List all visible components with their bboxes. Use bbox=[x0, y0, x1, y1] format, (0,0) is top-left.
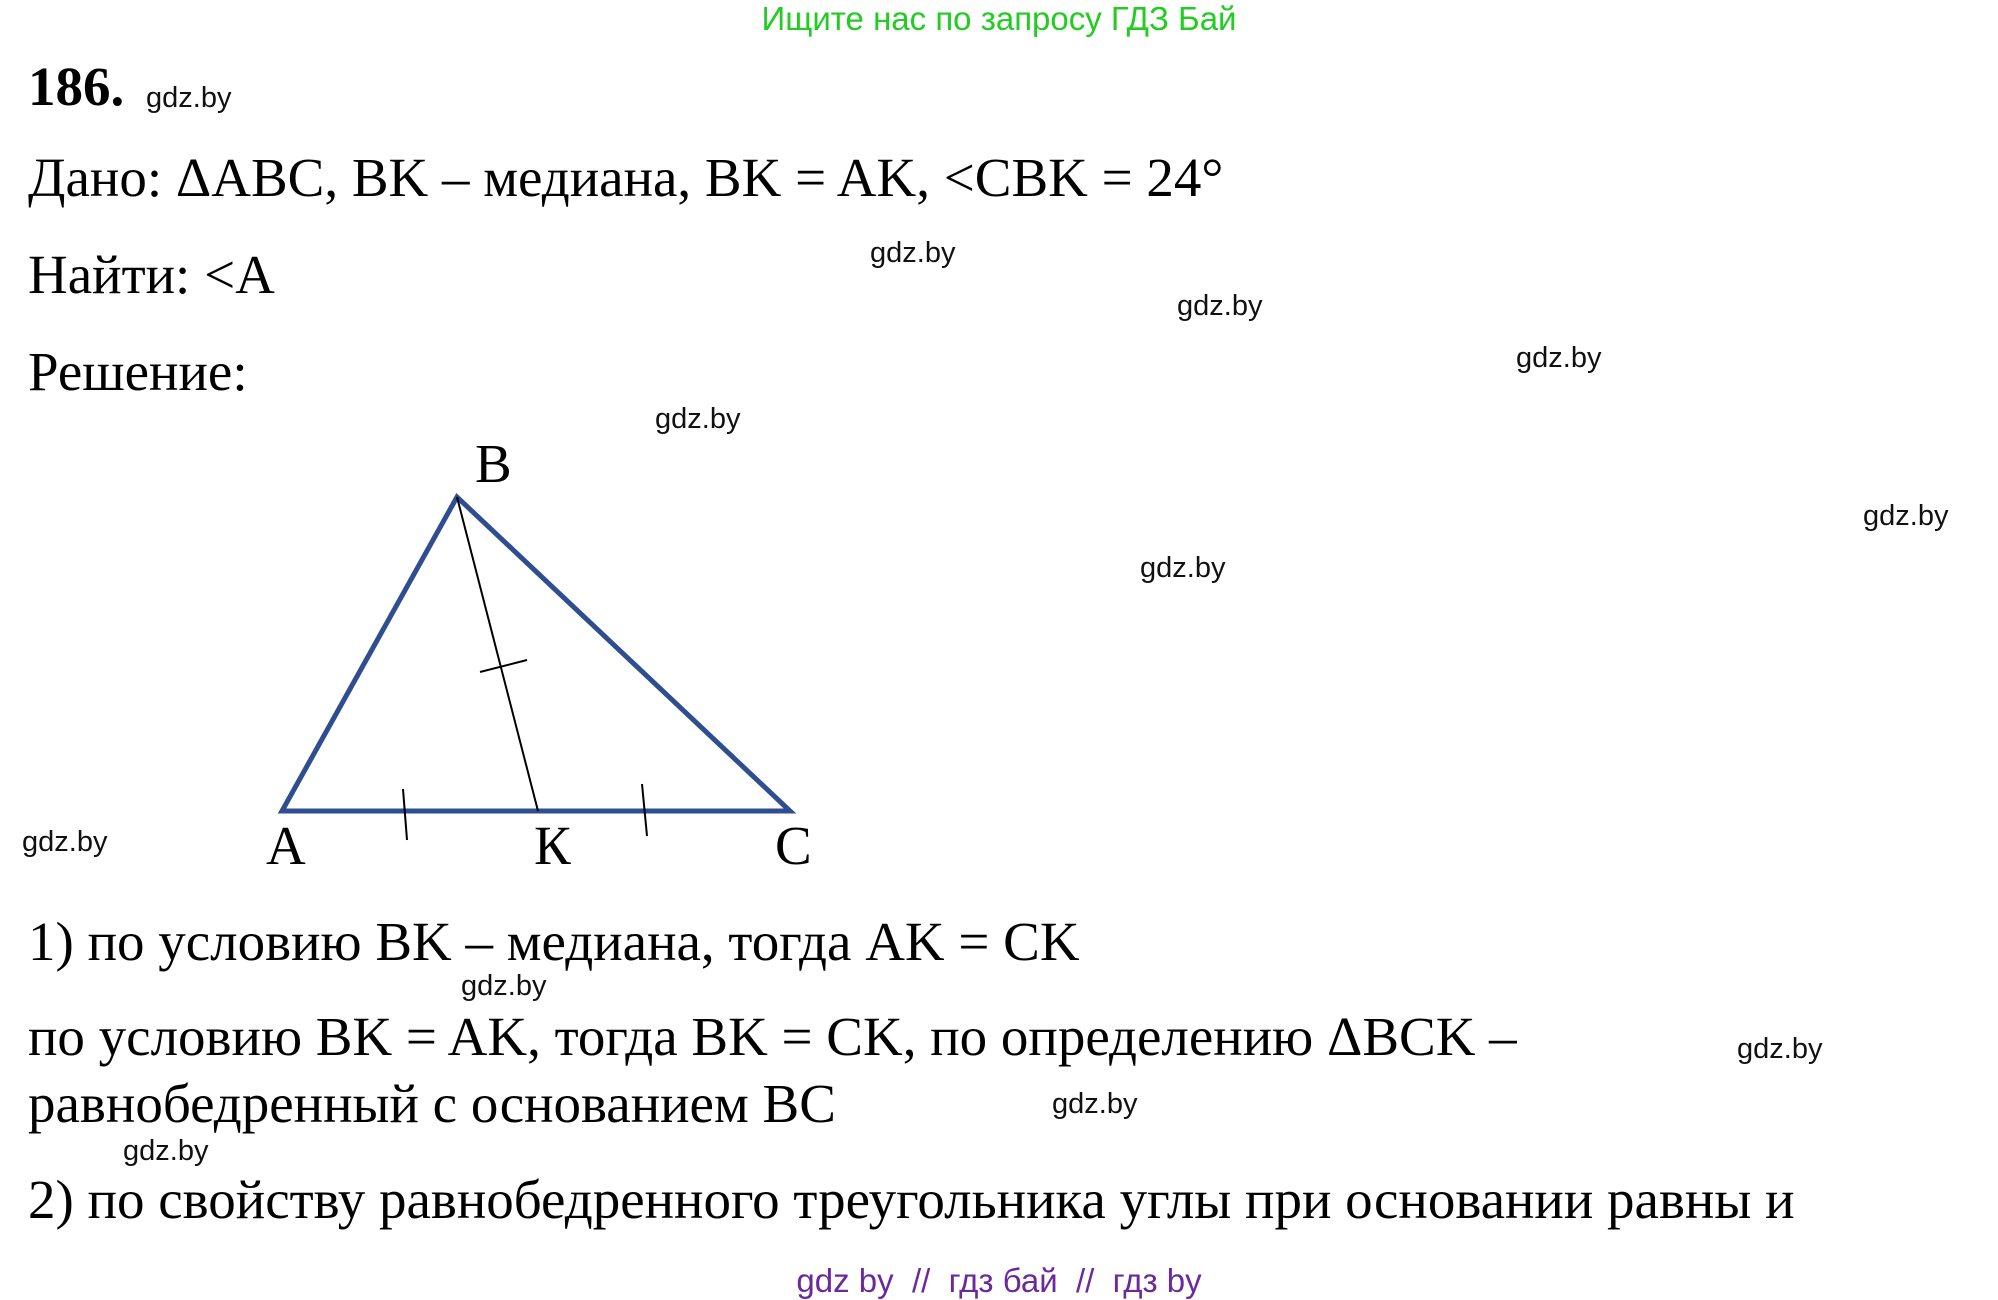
watermark: gdz.by bbox=[1516, 342, 1602, 374]
watermark: gdz.by bbox=[1052, 1088, 1138, 1120]
tick-mark-bk bbox=[480, 660, 527, 672]
watermark: gdz.by bbox=[123, 1135, 209, 1167]
solution-step-2: 2) по свойству равнобедренного треугольника углы при основании равны и bbox=[28, 1169, 1795, 1230]
watermark: gdz.by bbox=[1177, 290, 1263, 322]
vertex-label-k: К bbox=[534, 815, 571, 876]
watermark: gdz.by bbox=[146, 82, 232, 114]
vertex-label-a: A bbox=[266, 815, 306, 876]
watermark: gdz.by bbox=[461, 970, 547, 1002]
solution-step-1b: по условию BK = AK, тогда BK = CK, по определению ΔBCK – bbox=[28, 1006, 1517, 1067]
given-text: Дано: ΔABC, BK – медиана, BK = AK, <CBK = 24° bbox=[28, 147, 1224, 208]
watermark: gdz.by bbox=[655, 403, 741, 435]
top-banner: Ищите нас по запросу ГДЗ Бай bbox=[761, 0, 1237, 37]
watermark: gdz.by bbox=[1140, 552, 1226, 584]
find-text: Найти: <A bbox=[28, 244, 275, 305]
solution-label: Решение: bbox=[28, 341, 248, 402]
solution-step-1c: равнобедренный с основанием BC bbox=[28, 1073, 836, 1134]
watermark: gdz.by bbox=[1863, 500, 1949, 532]
triangle-abc bbox=[282, 497, 790, 811]
solution-step-1: 1) по условию BK – медиана, тогда AK = CK bbox=[28, 911, 1080, 972]
tick-mark-ak bbox=[403, 789, 407, 840]
vertex-label-c: C bbox=[775, 815, 812, 876]
watermark: gdz.by bbox=[1737, 1033, 1823, 1065]
vertex-label-b: B bbox=[475, 433, 512, 494]
median-bk bbox=[457, 497, 538, 811]
footer-links: gdz by // гдз бай // гдз by bbox=[796, 1262, 1202, 1299]
watermark: gdz.by bbox=[22, 826, 108, 858]
problem-number: 186. bbox=[28, 56, 125, 117]
watermark: gdz.by bbox=[870, 237, 956, 269]
